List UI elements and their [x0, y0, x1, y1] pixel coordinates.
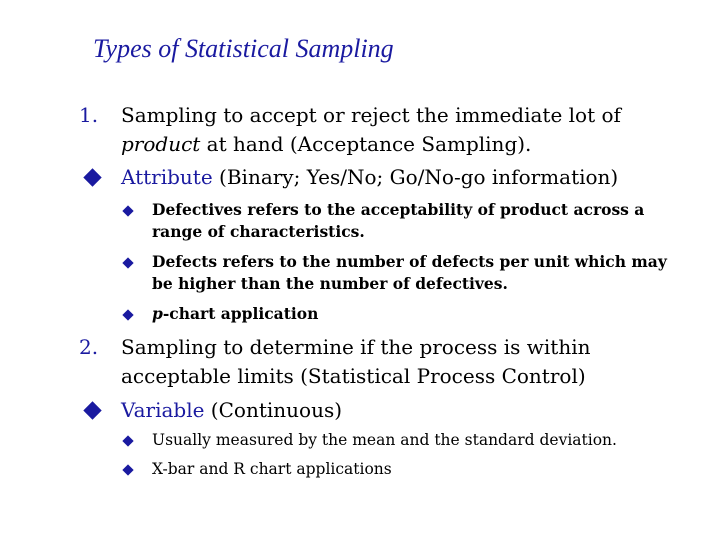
- diamond-bullet-icon: [122, 435, 133, 446]
- diamond-bullet-icon: [83, 168, 101, 186]
- diamond-bullet-icon: [122, 205, 133, 216]
- section-1-product-word: product: [121, 132, 201, 156]
- defects-line-1: Defects refers to the number of defects per unit which may: [152, 252, 667, 271]
- slide-title: Types of Statistical Sampling: [93, 34, 394, 63]
- section-2-number: 2.: [79, 335, 99, 359]
- variable-keyword: Variable: [121, 398, 205, 422]
- section-1-number: 1.: [79, 103, 99, 127]
- diamond-bullet-icon: [122, 309, 133, 320]
- section-2-line-2: acceptable limits (Statistical Process Control): [121, 364, 586, 388]
- defects-line-2: be higher than the number of defectives.: [152, 274, 508, 293]
- defectives-line-2: range of characteristics.: [152, 222, 365, 241]
- diamond-bullet-icon: [122, 257, 133, 268]
- diamond-bullet-icon: [122, 464, 133, 475]
- variable-description: (Continuous): [204, 398, 343, 422]
- mean-sd-text: Usually measured by the mean and the standard deviation.: [152, 431, 617, 449]
- xbar-r-text: X-bar and R chart applications: [152, 460, 392, 478]
- defectives-line-1: Defectives refers to the acceptability of product across a: [152, 200, 645, 219]
- section-2-line-1: Sampling to determine if the process is within: [121, 335, 591, 359]
- p-chart-text: -chart application: [162, 304, 319, 323]
- attribute-keyword: Attribute: [121, 165, 213, 189]
- attribute-description: (Binary; Yes/No; Go/No-go information): [212, 165, 619, 189]
- section-1-line-1: Sampling to accept or reject the immediate lot of: [121, 103, 621, 127]
- diamond-bullet-icon: [83, 401, 101, 419]
- section-1-line-2: at hand (Acceptance Sampling).: [200, 132, 532, 156]
- p-letter: p: [152, 304, 163, 323]
